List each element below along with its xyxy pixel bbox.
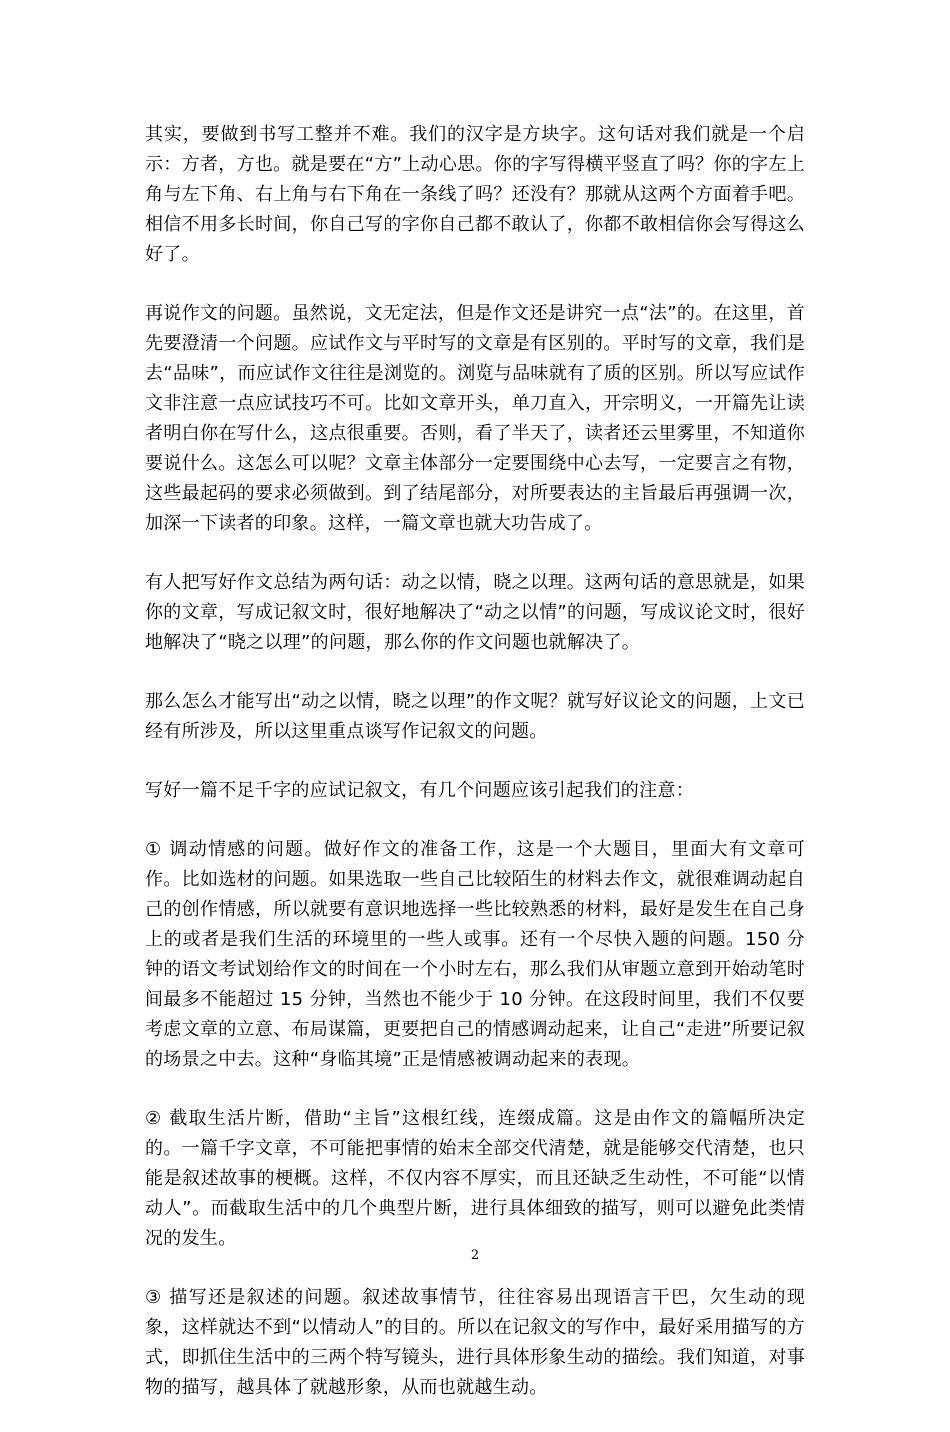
paragraph-exam-essay: 再说作文的问题。虽然说，文无定法，但是作文还是讲究一点“法”的。在这里，首先要澄清一个问题。应试作文与平时写的文章是有区别的。平时写的文章，我们是去“品味”，而应试作文往往是浏览的。浏览与品味就有了质的区别。所以写应试作文非注意一点应试技巧不可。比如文章开头，单刀直入，开宗明义，一开篇先让读者明白你在写什么，这点很重要。否则，看了半天了，读者还云里雾里，不知道你要说什么。这怎么可以呢？文章主体部分一定要围绕中心去写，一定要言之有物，这些最起码的要求必须做到。到了结尾部分，对所要表达的主旨最后再强调一次，加深一下读者的印象。这样，一篇文章也就大功告成了。 — [145, 303, 805, 534]
paragraph-handwriting: 其实，要做到书写工整并不难。我们的汉字是方块字。这句话对我们就是一个启示：方者，方也。就是要在“方”上动心思。你的字写得横平竖直了吗？你的字左上角与左下角、右上角与右下角在一条线了吗？还没有？那就从这两个方面着手吧。相信不用多长时间，你自己写的字你自己都不敢认了，你都不敢相信你会写得这么好了。 — [145, 124, 805, 265]
page-number: 2 — [470, 1248, 480, 1263]
document-body — [145, 120, 805, 1432]
paragraph-how-to-write: 那么怎么才能写出“动之以情，晓之以理”的作文呢？就写好议论文的问题，上文已经有所涉及，所以这里重点谈写作记叙文的问题。 — [145, 691, 805, 742]
paragraph-point-3: ③ 描写还是叙述的问题。叙述故事情节，往往容易出现语言干巴，欠生动的现象，这样就达不到“以情动人”的目的。所以在记叙文的写作中，最好采用描写的方式，即抓住生活中的三两个特写镜头，进行具体形象生动的描绘。我们知道，对事物的描写，越具体了就越形象，从而也就越生动。 — [145, 1287, 805, 1398]
paragraph-point-1: ① 调动情感的问题。做好作文的准备工作，这是一个大题目，里面大有文章可作。比如选材的问题。如果选取一些自己比较陌生的材料去作文，就很难调动起自己的创作情感，所以就要有意识地选择一些比较熟悉的材料，最好是发生在自己身上的或者是我们生活的环境里的一些人或事。还有一个尽快入题的问题。150 分钟的语文考试划给作文的时间在一个小时左右，那么我们从审题立意到开始动笔时间最多不能超过 15 分钟，当然也不能少于 10 分钟。在这段时间里，我们不仅要考虑文章的立意、布局谋篇，更要把自己的情感调动起来，让自己“走进”所要记叙的场景之中去。这种“身临其境”正是情感被调动起来的表现。 — [145, 839, 805, 1070]
paragraph-points-intro: 写好一篇不足千字的应试记叙文，有几个问题应该引起我们的注意： — [145, 780, 694, 801]
paragraph-two-sentences: 有人把写好作文总结为两句话：动之以情，晓之以理。这两句话的意思就是，如果你的文章，写成记叙文时，很好地解决了“动之以情”的问题，写成议论文时，很好地解决了“晓之以理”的问题，那么你的作文问题也就解决了。 — [145, 572, 805, 653]
paragraph-point-2: ② 截取生活片断，借助“主旨”这根红线，连缀成篇。这是由作文的篇幅所决定的。一篇千字文章，不可能把事情的始末全部交代清楚，就是能够交代清楚，也只能是叙述故事的梗概。这样，不仅内容不厚实，而且还缺乏生动性，不可能“以情动人”。而截取生活中的几个典型片断，进行具体细致的描写，则可以避免此类情况的发生。 — [145, 1108, 805, 1249]
